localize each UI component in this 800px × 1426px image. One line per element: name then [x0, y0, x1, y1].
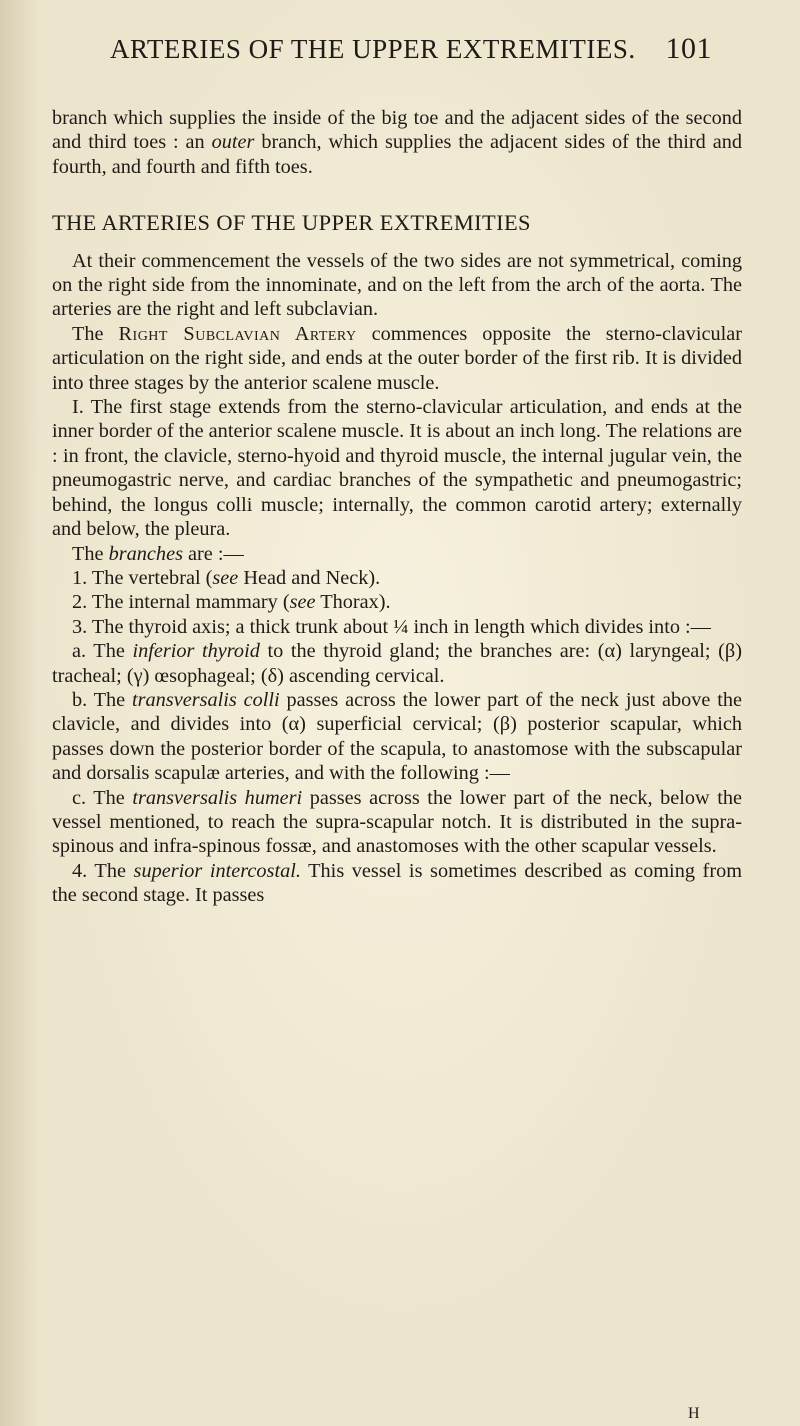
page-number: 101	[665, 32, 712, 65]
list-item-thyroid-axis: 3. The thyroid axis; a thick trunk about ¼ inch in length which divides into :—	[72, 615, 711, 638]
paragraph-first-stage: I. The first stage extends from the sterno-clavicular articulation, and ends at the inner border of the anterior scalene muscle. It is about an inch long. The relations are : in front, the clavicle, sterno-hyoid and thyroid muscle, the internal jugular vein, the pneumogastric nerve, and cardiac branches of the sympathetic and pneumogastric; behind, the longus colli muscle; internally, the common carotid artery; externally and below, the pleura.	[52, 396, 742, 541]
italic-run: see	[212, 566, 239, 589]
paragraph-right-subclavian	[52, 322, 742, 395]
paragraph-commencement: At their commencement the vessels of the two sides are not symmetrical, coming on the right side from the innominate, and on the left from the arch of the aorta. The arteries are the right and left subclavian.	[52, 249, 742, 321]
list-item-superior-intercostal	[52, 859, 742, 908]
paragraph-continued	[52, 106, 742, 179]
text-run: b. The	[72, 688, 132, 711]
list-item-internal-mammary	[52, 590, 742, 614]
text-run: Head and Neck).	[238, 566, 381, 589]
text-run: a. The	[72, 640, 133, 663]
list-item-transversalis-colli	[52, 688, 742, 786]
text-run: The	[72, 322, 119, 345]
signature-mark: H	[688, 1405, 701, 1422]
paragraph-branches	[52, 542, 742, 566]
text-run: 2. The internal mammary (	[72, 591, 290, 614]
list-item-inferior-thyroid	[52, 639, 742, 688]
italic-run: inferior thyroid	[132, 640, 260, 663]
text-run: 1. The vertebral (	[72, 566, 213, 589]
text-run: Thorax).	[315, 591, 391, 614]
list-item-vertebral	[52, 566, 742, 590]
text-run: The	[72, 542, 109, 565]
small-caps-run: Right Subclavian Artery	[118, 322, 357, 345]
italic-run: superior intercostal.	[133, 859, 301, 882]
italic-run: transversalis colli	[132, 688, 280, 711]
body-text	[52, 106, 742, 908]
text-run: branch, which supplies the adjacent sides of the third and fourth, and fourth and fifth toes.	[52, 131, 743, 178]
text-run: passes across the lower part of the neck, below the vessel mentioned, to reach the supra-scapular notch. It is distributed in the supraspinous and infra-spinous fossæ, and anastomoses with the other scapular vessels.	[52, 786, 743, 858]
text-run: passes across the lower part of the neck just above the clavicle, and divides into (α) superficial cervical; (β) posterior scapular, which passes down the posterior border of the scapula, to anastomose with the subscapular and dorsalis scapulæ arteries, and with the following :—	[52, 688, 742, 785]
section-heading: THE ARTERIES OF THE UPPER EXTREMITIES	[52, 210, 531, 236]
italic-run: transversalis humeri	[132, 786, 303, 809]
running-head-title: ARTERIES OF THE UPPER EXTREMITIES.	[110, 34, 636, 64]
text-run: are :—	[182, 542, 244, 565]
italic-run: branches	[108, 542, 183, 565]
list-item-transversalis-humeri	[52, 786, 742, 859]
text-run: commences opposite the sterno-clavicular articulation on the right side, and ends at the outer border of the first rib. It is divided into three stages by the anterior scalene muscle.	[52, 322, 742, 394]
italic-run: see	[289, 591, 316, 614]
text-run: This vessel is sometimes described as coming from the second stage. It passes	[52, 859, 742, 907]
running-head	[110, 34, 710, 65]
text-run: to the thyroid gland; the branches are: (α) laryngeal; (β) tracheal; (γ) œsophageal; (δ) ascending cervical.	[52, 640, 742, 687]
text-run: 4. The	[72, 859, 134, 882]
text-run: c. The	[72, 786, 133, 809]
text-run: branch which supplies the inside of the big toe and the adjacent sides of the second and third toes : an	[52, 107, 742, 154]
italic-run: outer	[211, 131, 255, 154]
